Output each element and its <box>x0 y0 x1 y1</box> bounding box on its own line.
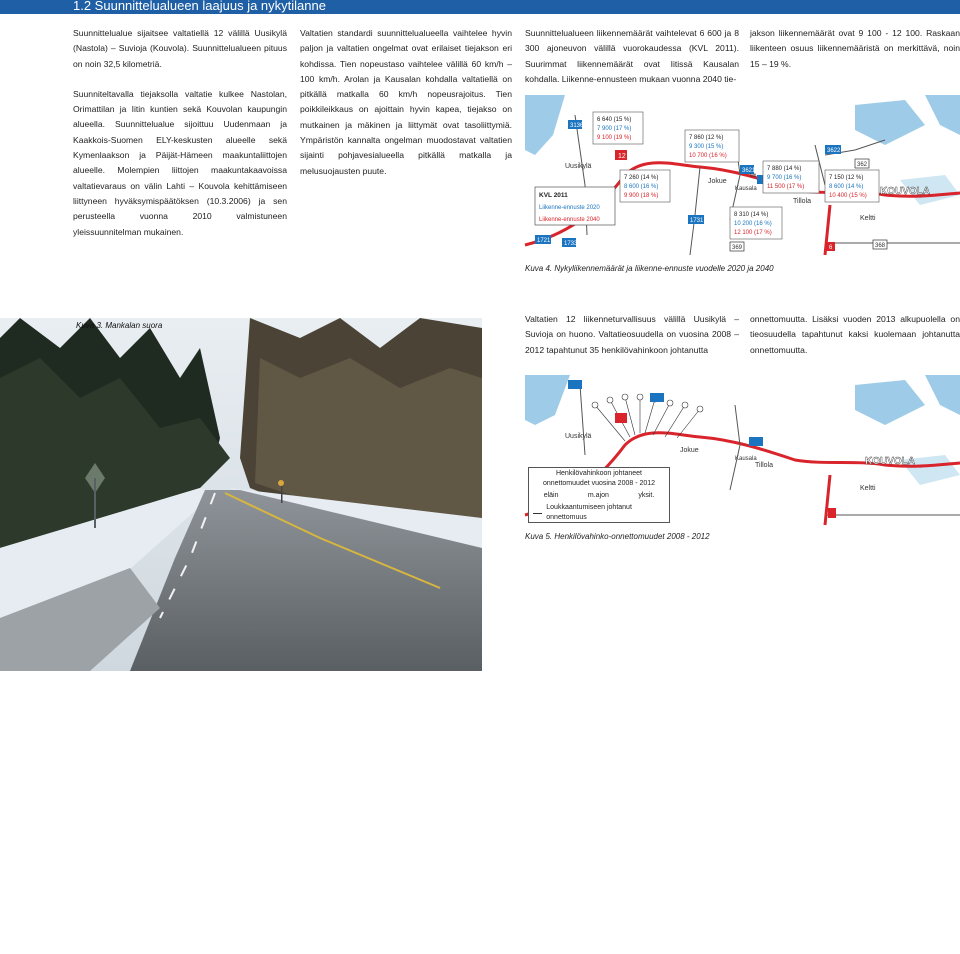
volume-box <box>620 170 670 202</box>
paragraph: onnettomuutta. Lisäksi vuoden 2013 alkupuolella on tieosuudella tapahtunut kaksi kuolemaan johtanutta onnettomuutta. <box>750 314 960 355</box>
highway-number: 6 <box>829 245 833 251</box>
svg-text:Tillola: Tillola <box>755 462 774 469</box>
legend-line-label: Loukkaantumiseen johtanut onnettomuus <box>546 504 632 521</box>
figure-caption-4: Kuva 4. Nykyliikennemäärät ja liikenne-ennuste vuodelle 2020 ja 2040 <box>525 264 774 273</box>
text-column-4 <box>750 26 960 72</box>
legend-2020: Liikenne-ennuste 2020 <box>539 205 600 211</box>
paragraph: Valtatien standardi suunnittelualueella vaihtelee hyvin paljon ja valtatien ongelmat ovat erilaiset tiejakson eri kohdissa. Tien nopeustaso vaihtelee välillä 60 km/h – 100 km/h. Arolan ja Kausalan kohdalla valtatiellä on pitkällä matkalla 60 km/h nopeusrajoitus. Tien poikkileikkaus on ajoittain hyvin kapea, tiejakso on mutkainen ja mäkinen ja liittymät ovat tasoliittymiä. Ympäristön kannalta ongelman muodostavat valtatien sijainti pohjavesialueella pitkällä matkalla ja melusuojausten puute. <box>300 28 512 176</box>
svg-text:KOUVOLA: KOUVOLA <box>865 456 915 467</box>
volume-kvl: 6 640 (15 %) <box>597 117 632 123</box>
place-label: Jokue <box>708 178 727 185</box>
paragraph: Suunnittelualue sijaitsee valtatiellä 12 välillä Uusikylä (Nastola) – Suvioja (Kouvola). Suunnittelualueen pituus on noin 32,5 kilometriä. <box>73 28 287 69</box>
volume-2020: 9 300 (15 %) <box>689 144 724 150</box>
place-label: KOUVOLA <box>880 186 930 197</box>
paragraph: jakson liikennemäärät ovat 9 100 - 12 100. Raskaan liikenteen osuus liikennemääristä on merkittävä, noin 15 – 19 %. <box>750 28 960 69</box>
text-column-6 <box>750 312 960 358</box>
accident-map <box>525 375 960 525</box>
legend-kvl: KVL 2011 <box>539 192 568 199</box>
place-label: Keltti <box>860 215 876 222</box>
place-label: Kausala <box>735 186 757 192</box>
highway-number: 12 <box>618 153 626 160</box>
road-number: 1731 <box>690 218 704 224</box>
volume-box <box>730 207 782 239</box>
volume-2040: 9 900 (18 %) <box>624 193 659 199</box>
legend-title: Henkilövahinkoon johtaneet onnettomuudet vuosina 2008 - 2012 <box>542 470 656 487</box>
road-photo <box>0 318 482 954</box>
road-number: 3621 <box>742 168 756 174</box>
volume-2040: 12 100 (17 %) <box>734 230 772 236</box>
legend-col-animal: eläin <box>543 492 559 499</box>
road-number: 362 <box>857 162 868 168</box>
svg-text:Keltti: Keltti <box>860 485 876 492</box>
svg-text:Uusikylä: Uusikylä <box>565 433 592 440</box>
legend-col-collision: m.ajon <box>587 492 609 499</box>
volume-2040: 9 100 (19 %) <box>597 135 632 141</box>
paragraph: Suunnittelualueen liikennemäärät vaihtelevat 6 600 ja 8 300 ajoneuvon välillä vuorokaudessa (KVL 2011). Suurimmat liikennemäärät ovat Iitissä Kausalan kohdalla. Liikenne-ennusteen mukaan vuonna 2040 tie- <box>525 28 739 84</box>
volume-2020: 9 700 (16 %) <box>767 175 802 181</box>
figure-caption-3: Kuva 3. Mankalan suora <box>76 321 163 330</box>
text-column-1 <box>73 26 287 240</box>
road-number: 1733 <box>564 241 578 247</box>
volume-box <box>593 112 643 144</box>
volume-kvl: 7 150 (12 %) <box>829 175 864 181</box>
road-number: 3622 <box>827 148 841 154</box>
volume-box <box>685 130 739 162</box>
road-number: 1721 <box>537 238 551 244</box>
volume-kvl: 8 310 (14 %) <box>734 212 769 218</box>
text-column-2 <box>300 26 512 179</box>
figure-caption-5: Kuva 5. Henkilövahinko-onnettomuudet 2008 - 2012 <box>525 532 710 541</box>
volume-kvl: 7 880 (14 %) <box>767 166 802 172</box>
text-column-5 <box>525 312 739 358</box>
section-header <box>0 0 960 14</box>
place-label: Uusikylä <box>565 163 592 170</box>
legend-col-single: yksit. <box>638 492 655 499</box>
volume-2020: 8 600 (16 %) <box>624 184 659 190</box>
svg-text:Jokue: Jokue <box>680 447 699 454</box>
volume-2040: 10 700 (16 %) <box>689 153 727 159</box>
road-number: 3136 <box>570 123 584 129</box>
text-column-3 <box>525 26 739 87</box>
volume-2040: 11 500 (17 %) <box>767 184 805 190</box>
volume-box <box>763 161 819 193</box>
legend-2040: Liikenne-ennuste 2040 <box>539 217 600 223</box>
volume-2040: 10 400 (15 %) <box>829 193 867 199</box>
paragraph: Valtatien 12 liikenneturvallisuus välillä Uusikylä – Suvioja on huono. Valtatieosuudella on vuosina 2008 – 2012 tapahtunut 35 henkilövahinkoon johtanutta <box>525 314 739 355</box>
volume-kvl: 7 860 (12 %) <box>689 135 724 141</box>
volume-2020: 10 200 (16 %) <box>734 221 772 227</box>
legend-columns <box>529 491 669 501</box>
road-number: 368 <box>875 243 886 249</box>
road-number: 369 <box>732 245 743 251</box>
volume-2020: 7 900 (17 %) <box>597 126 632 132</box>
volume-2020: 8 600 (14 %) <box>829 184 864 190</box>
legend-line-item <box>529 501 669 525</box>
section-title: 1.2 Suunnittelualueen laajuus ja nykytilanne <box>73 0 326 13</box>
place-label: Tillola <box>793 198 812 205</box>
volume-kvl: 7 260 (14 %) <box>624 175 659 181</box>
svg-text:Kausala: Kausala <box>735 456 757 462</box>
place-label: Iitti <box>750 173 757 179</box>
paragraph: Suunniteltavalla tiejaksolla valtatie kulkee Nastolan, Orimattilan ja Iitin kuntien sekä Kouvolan kaupungin alueella. Suunnittelualue sijoittuu Uudenmaan ja Kaakkois-Suomen ELY-keskusten alueelle sekä Kymenlaakson ja Päijät-Hämeen maakuntaliittojen alueelle. Molempien liittojen maakuntakaavoissa valtatievaraus on välin Lahti – Kouvola kehittämiseen liittyneen hyväksymispäätöksen (10.3.2006) ja sen perusteella vuonna 2010 valmistuneen yleissuunnitelman mukainen. <box>73 88 287 237</box>
volume-box <box>825 170 879 202</box>
traffic-volume-map <box>525 95 960 255</box>
accident-legend <box>528 467 670 523</box>
line-icon <box>533 513 542 514</box>
page-number: 4 <box>76 944 82 954</box>
